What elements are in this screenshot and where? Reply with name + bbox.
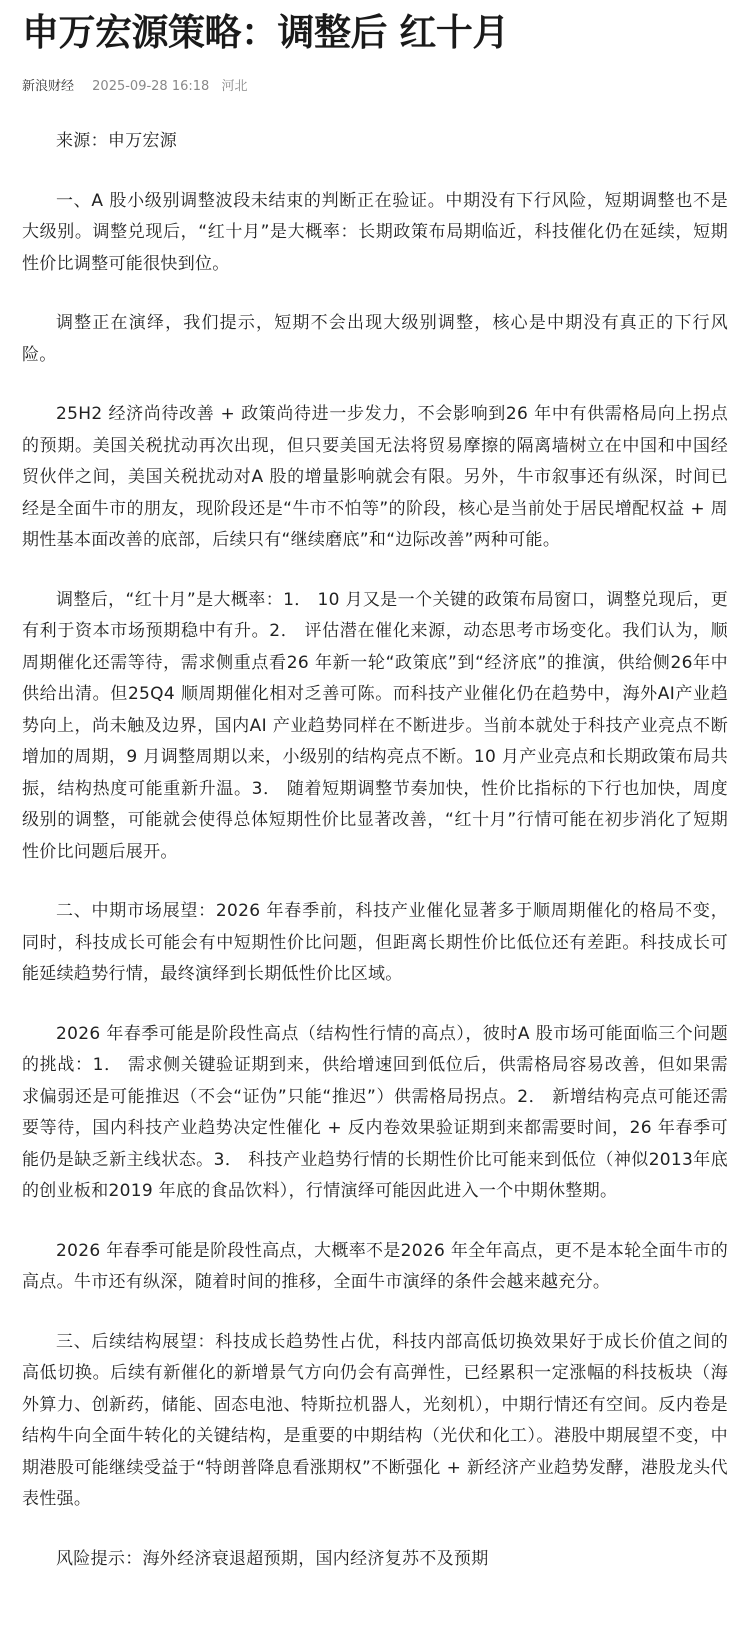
article-source-link[interactable]: 新浪财经	[22, 79, 75, 94]
paragraph: 调整后，“红十月”是大概率：1． 10 月又是一个关键的政策布局窗口，调整兑现后，更有利于资本市场预期稳中有升。2． 评估潜在催化来源，动态思考市场变化。我们认为，顺周期催化还需等待，需求侧重点看26 年新一轮“政策底”到“经济底”的推演，供给侧26年中供给出清。但25Q4 顺周期催化相对乏善可陈。而科技产业催化仍在趋势中，海外AI产业趋势向上，尚未触及边界，国内AI 产业趋势同样在不断进步。当前本就处于科技产业亮点不断增加的周期，9 月调整周期以来，小级别的结构亮点不断。10 月产业亮点和长期政策布局共振，结构热度可能重新升温。3． 随着短期调整节奏加快，性价比指标的下行也加快，周度级别的调整，可能就会使得总体短期性价比显著改善，“红十月”行情可能在初步消化了短期性价比问题后展开。	[22, 589, 728, 862]
paragraph-risk-warning: 风险提示：海外经济衰退超预期，国内经济复苏不及预期	[56, 1548, 489, 1569]
article-body	[22, 126, 728, 1603]
paragraph: 调整正在演绎，我们提示，短期不会出现大级别调整，核心是中期没有真正的下行风险。	[22, 313, 728, 365]
paragraph: 2026 年春季可能是阶段性高点，大概率不是2026 年全年高点，更不是本轮全面牛市的高点。牛市还有纵深，随着时间的推移，全面牛市演绎的条件会越来越充分。	[22, 1240, 728, 1292]
article-meta	[22, 78, 247, 96]
paragraph: 2026 年春季可能是阶段性高点（结构性行情的高点），彼时A 股市场可能面临三个问题的挑战：1． 需求侧关键验证期到来，供给增速回到低位后，供需格局容易改善，但如果需求偏弱还是可能推迟（不会“证伪”只能“推迟”）供需格局拐点。2． 新增结构亮点可能还需要等待，国内科技产业趋势决定性催化 + 反内卷效果验证期到来都需要时间，26 年春季可能仍是缺乏新主线状态。3． 科技产业趋势行情的长期性价比可能来到低位（神似2013年底的创业板和2019 年底的食品饮料），行情演绎可能因此进入一个中期休整期。	[22, 1023, 728, 1201]
paragraph: 一、A 股小级别调整波段未结束的判断正在验证。中期没有下行风险，短期调整也不是大级别。调整兑现后，“红十月”是大概率：长期政策布局期临近，科技催化仍在延续，短期性价比调整可能很快到位。	[22, 190, 728, 274]
article-timestamp: 2025-09-28 16:18	[92, 79, 210, 94]
paragraph: 二、中期市场展望：2026 年春季前，科技产业催化显著多于顺周期催化的格局不变，同时，科技成长可能会有中短期性价比问题，但距离长期性价比低位还有差距。科技成长可能延续趋势行情，最终演绎到长期低性价比区域。	[22, 901, 728, 984]
article-location: 河北	[221, 79, 248, 94]
article-title: 申万宏源策略：调整后 红十月	[22, 11, 509, 54]
paragraph: 三、后续结构展望：科技成长趋势性占优，科技内部高低切换效果好于成长价值之间的高低切换。后续有新催化的新增景气方向仍会有高弹性，已经累积一定涨幅的科技板块（海外算力、创新药，储能、固态电池、特斯拉机器人，光刻机），中期行情还有空间。反内卷是结构牛向全面牛转化的关键结构，是重要的中期结构（光伏和化工）。港股中期展望不变，中期港股可能继续受益于“特朗普降息看涨期权”不断强化 + 新经济产业趋势发酵，港股龙头代表性强。	[22, 1331, 728, 1509]
paragraph: 25H2 经济尚待改善 + 政策尚待进一步发力，不会影响到26 年中有供需格局向上拐点的预期。美国关税扰动再次出现，但只要美国无法将贸易摩擦的隔离墙树立在中国和中国经贸伙伴之间，美国关税扰动对A 股的增量影响就会有限。另外，牛市叙事还有纵深，时间已经是全面牛市的朋友，现阶段还是“牛市不怕等”的阶段，核心是当前处于居民增配权益 + 周期性基本面改善的底部，后续只有“继续磨底”和“边际改善”两种可能。	[22, 404, 728, 550]
paragraph-source: 来源：申万宏源	[56, 131, 178, 151]
